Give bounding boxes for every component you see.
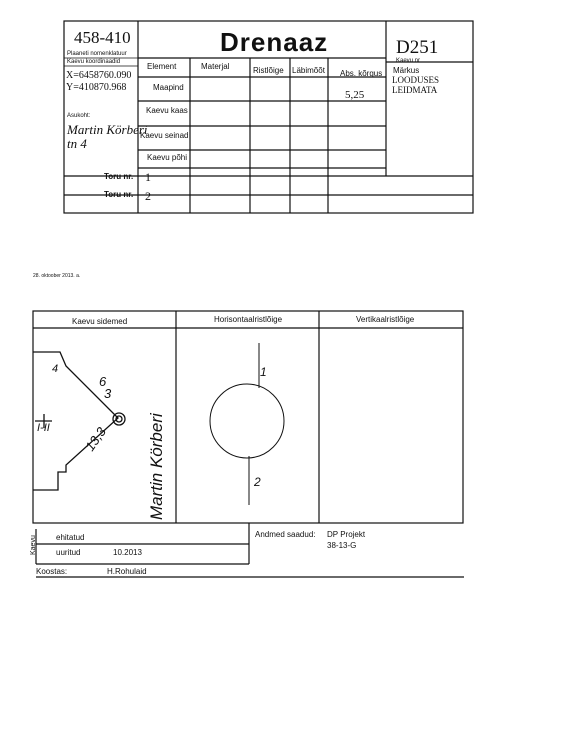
sheet-caption: Plaaneti nomenklatuur bbox=[67, 51, 127, 57]
ground-abs-height: 5,25 bbox=[345, 89, 365, 101]
header-notes: Märkus bbox=[393, 66, 420, 75]
well-side-label: Kaevu bbox=[30, 535, 37, 555]
row-label-bottom: Kaevu põhi bbox=[147, 153, 188, 162]
surveyed-label: uuritud bbox=[56, 548, 81, 557]
source-label: Andmed saadud: bbox=[255, 530, 316, 539]
location-line-2: tn 4 bbox=[67, 136, 87, 151]
location-label: Asukoht: bbox=[67, 113, 91, 119]
header-element: Element bbox=[147, 62, 177, 71]
pipe-label-2: Toru nr. bbox=[104, 190, 134, 199]
header-cross-section: Ristlõige bbox=[253, 66, 284, 75]
page-title: Drenaaz bbox=[220, 27, 329, 57]
source-value-1: DP Projekt bbox=[327, 530, 366, 539]
row-label-lid: Kaevu kaas bbox=[146, 106, 188, 115]
pipe-mark-2: 2 bbox=[254, 475, 261, 489]
compiled-label: Koostas: bbox=[36, 567, 68, 576]
hand-label-d: I-II bbox=[37, 422, 50, 434]
hand-street-name: Martin Körberi bbox=[147, 413, 166, 520]
coords-label: Kaevu koordinaadid bbox=[67, 59, 121, 65]
notes-line-1: LOODUSES bbox=[392, 75, 440, 85]
sheet-number: 458-410 bbox=[74, 28, 131, 47]
date-stamp: 28. oktoober 2013. a. bbox=[33, 273, 81, 279]
pipe-label-1: Toru nr. bbox=[104, 172, 134, 181]
compiled-value: H.Rohulaid bbox=[107, 567, 147, 576]
x-coordinate: X=6458760.090 bbox=[66, 70, 132, 81]
sketch-border bbox=[33, 311, 463, 523]
surveyed-date: 10.2013 bbox=[113, 548, 142, 557]
hand-label-b: 3 bbox=[104, 386, 112, 401]
hand-label-e: 4 bbox=[52, 363, 59, 375]
row-label-ground: Maapind bbox=[153, 83, 184, 92]
hand-label-a: 6 bbox=[99, 374, 107, 389]
source-value-2: 38-13-G bbox=[327, 541, 357, 550]
built-label: ehitatud bbox=[56, 533, 85, 542]
header-material: Materjal bbox=[201, 62, 230, 71]
well-code: D251 bbox=[396, 37, 439, 58]
header-abs-height: Abs. kõrgus bbox=[340, 69, 383, 78]
pipe-mark-1: 1 bbox=[260, 365, 267, 379]
location-line-1: Martin Körberi bbox=[67, 122, 148, 137]
pipe-value-1: 1 bbox=[145, 170, 151, 184]
header-connections: Kaevu sidemed bbox=[72, 317, 128, 326]
connections-sketch bbox=[33, 352, 125, 490]
horizontal-section bbox=[210, 343, 284, 505]
y-coordinate: Y=410870.968 bbox=[66, 82, 127, 93]
header-diameter: Läbimõõt bbox=[292, 66, 325, 75]
header-horizontal: Horisontaalristlõige bbox=[214, 315, 283, 324]
hand-label-c: 13,3 bbox=[82, 424, 109, 454]
header-vertical: Vertikaalristlõige bbox=[356, 315, 415, 324]
notes-line-2: LEIDMATA bbox=[392, 85, 438, 95]
well-code-caption: Kaevu nr bbox=[396, 58, 421, 64]
row-label-walls: Kaevu seinad bbox=[140, 131, 189, 140]
pipe-value-2: 2 bbox=[145, 189, 151, 203]
